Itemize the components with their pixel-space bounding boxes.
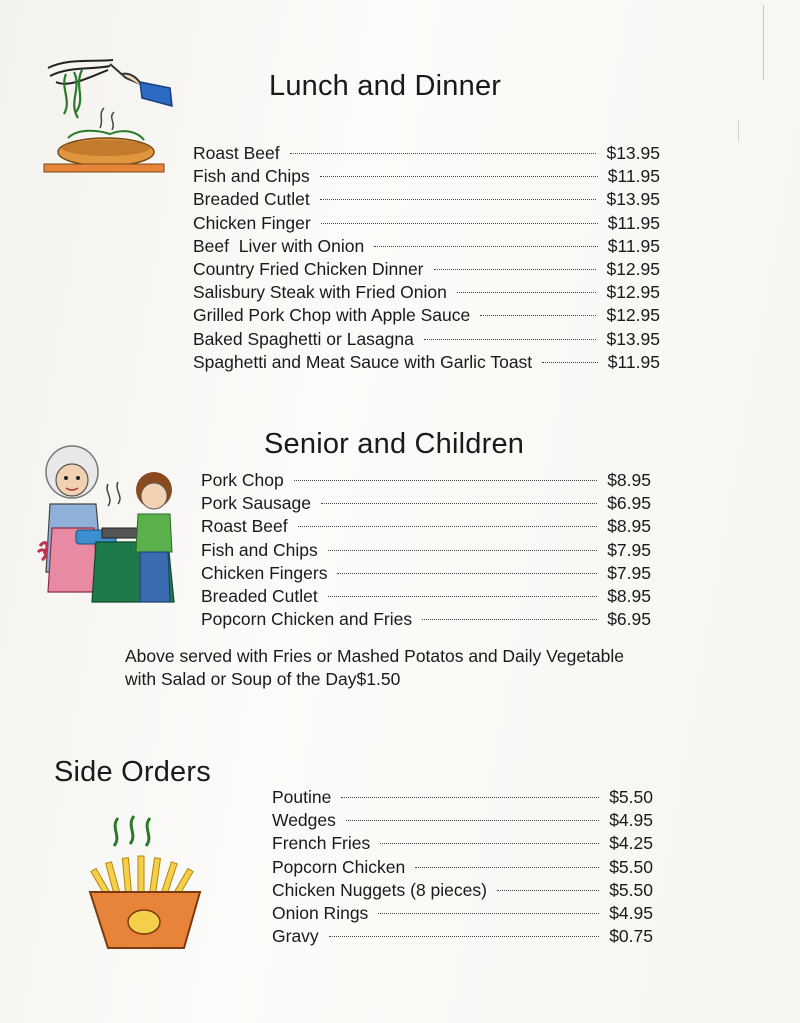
item-name: Salisbury Steak with Fried Onion <box>193 282 447 303</box>
menu-item <box>201 469 651 492</box>
item-price: $4.95 <box>609 810 653 831</box>
dot-leader <box>320 176 598 177</box>
item-name: French Fries <box>272 833 371 854</box>
dot-leader <box>374 246 598 247</box>
menu-item <box>272 879 653 902</box>
item-name: Gravy <box>272 926 319 947</box>
menu-item <box>193 281 660 304</box>
item-name: Popcorn Chicken and Fries <box>201 609 413 630</box>
item-name: Fish and Chips <box>193 166 310 187</box>
dot-leader <box>346 820 599 821</box>
menu-item <box>272 856 653 879</box>
item-price: $11.95 <box>607 351 660 372</box>
item-name: Baked Spaghetti or Lasagna <box>193 328 414 349</box>
paper-edge <box>763 5 764 80</box>
item-name: Pork Sausage <box>201 493 311 514</box>
dot-leader <box>294 480 598 481</box>
item-name: Poutine <box>272 787 332 807</box>
item-price: $11.95 <box>607 212 660 233</box>
menu-item <box>272 786 653 809</box>
item-price: $11.95 <box>607 235 660 256</box>
menu-item <box>201 492 651 515</box>
item-price: $6.95 <box>607 609 651 630</box>
dot-leader <box>378 913 599 914</box>
item-price: $7.95 <box>607 539 651 560</box>
menu-item <box>193 142 660 165</box>
item-name: Breaded Cutlet <box>201 586 318 607</box>
dot-leader <box>329 936 600 937</box>
item-price: $5.50 <box>609 879 653 900</box>
senior-note-line1: Above served with Fries or Mashed Potatos and Daily Vegetable <box>125 646 625 666</box>
menu-item <box>201 515 651 538</box>
dot-leader <box>434 269 597 270</box>
dot-leader <box>457 292 597 293</box>
spaghetti-bowl-icon <box>38 48 183 180</box>
side-orders-title: Side Orders <box>54 756 211 788</box>
dot-leader <box>341 797 599 798</box>
item-price: $13.95 <box>606 143 660 163</box>
item-name: Wedges <box>272 810 336 831</box>
dot-leader <box>424 339 597 340</box>
item-price: $4.25 <box>609 833 653 854</box>
dot-leader <box>321 223 598 224</box>
menu-item <box>193 258 660 281</box>
menu-item <box>193 328 660 351</box>
dot-leader <box>320 199 597 200</box>
menu-item <box>272 925 653 948</box>
menu-item <box>193 165 660 188</box>
item-name: Chicken Nuggets (8 pieces) <box>272 879 487 900</box>
item-name: Chicken Fingers <box>201 562 328 583</box>
lunch-dinner-title: Lunch and Dinner <box>269 70 502 102</box>
dot-leader <box>321 503 597 504</box>
menu-item <box>272 902 653 925</box>
item-name: Country Fried Chicken Dinner <box>193 259 424 280</box>
menu-item <box>193 235 660 258</box>
dot-leader <box>422 619 597 620</box>
dot-leader <box>542 362 598 363</box>
grandmother-child-icon <box>36 442 182 610</box>
menu-item <box>272 809 653 832</box>
item-name: Roast Beef <box>193 143 280 163</box>
dot-leader <box>480 315 596 316</box>
item-price: $13.95 <box>606 328 660 349</box>
item-name: Spaghetti and Meat Sauce with Garlic Toast <box>193 351 533 372</box>
item-name: Popcorn Chicken <box>272 856 406 877</box>
item-price: $12.95 <box>606 282 660 303</box>
lunch-dinner-list <box>193 142 660 374</box>
french-fries-icon <box>84 812 212 952</box>
item-price: $13.95 <box>606 189 660 210</box>
menu-item <box>193 304 660 327</box>
dot-leader <box>497 890 599 891</box>
item-name: Breaded Cutlet <box>193 189 310 210</box>
menu-item <box>193 188 660 211</box>
item-name: Chicken Finger <box>193 212 311 233</box>
menu-item <box>201 585 651 608</box>
item-price: $8.95 <box>607 470 651 490</box>
item-price: $8.95 <box>607 516 651 537</box>
menu-item <box>193 351 660 374</box>
item-name: Roast Beef <box>201 516 288 537</box>
dot-leader <box>328 596 597 597</box>
menu-item <box>201 562 651 585</box>
dot-leader <box>415 867 599 868</box>
item-price: $12.95 <box>606 259 660 280</box>
item-price: $7.95 <box>607 562 651 583</box>
item-price: $5.50 <box>609 787 653 807</box>
item-name: Fish and Chips <box>201 539 318 560</box>
item-name: Beef Liver with Onion <box>193 235 365 256</box>
senior-note-line2: with Salad or Soup of the Day$1.50 <box>125 669 401 689</box>
side-orders-list <box>272 786 653 948</box>
item-name: Pork Chop <box>201 470 284 490</box>
paper-mark <box>738 120 739 142</box>
menu-item <box>201 539 651 562</box>
dot-leader <box>290 153 597 154</box>
dot-leader <box>380 843 599 844</box>
item-price: $12.95 <box>606 305 660 326</box>
item-price: $6.95 <box>607 493 651 514</box>
menu-item <box>272 832 653 855</box>
dot-leader <box>337 573 597 574</box>
item-price: $5.50 <box>609 856 653 877</box>
item-price: $4.95 <box>609 903 653 924</box>
dot-leader <box>328 550 597 551</box>
item-price: $0.75 <box>609 926 653 947</box>
dot-leader <box>298 526 598 527</box>
menu-item <box>193 212 660 235</box>
senior-note <box>125 645 685 691</box>
senior-children-title: Senior and Children <box>264 428 525 460</box>
senior-children-list <box>201 469 651 631</box>
item-price: $8.95 <box>607 586 651 607</box>
item-price: $11.95 <box>607 166 660 187</box>
item-name: Grilled Pork Chop with Apple Sauce <box>193 305 471 326</box>
menu-item <box>201 608 651 631</box>
item-name: Onion Rings <box>272 903 369 924</box>
